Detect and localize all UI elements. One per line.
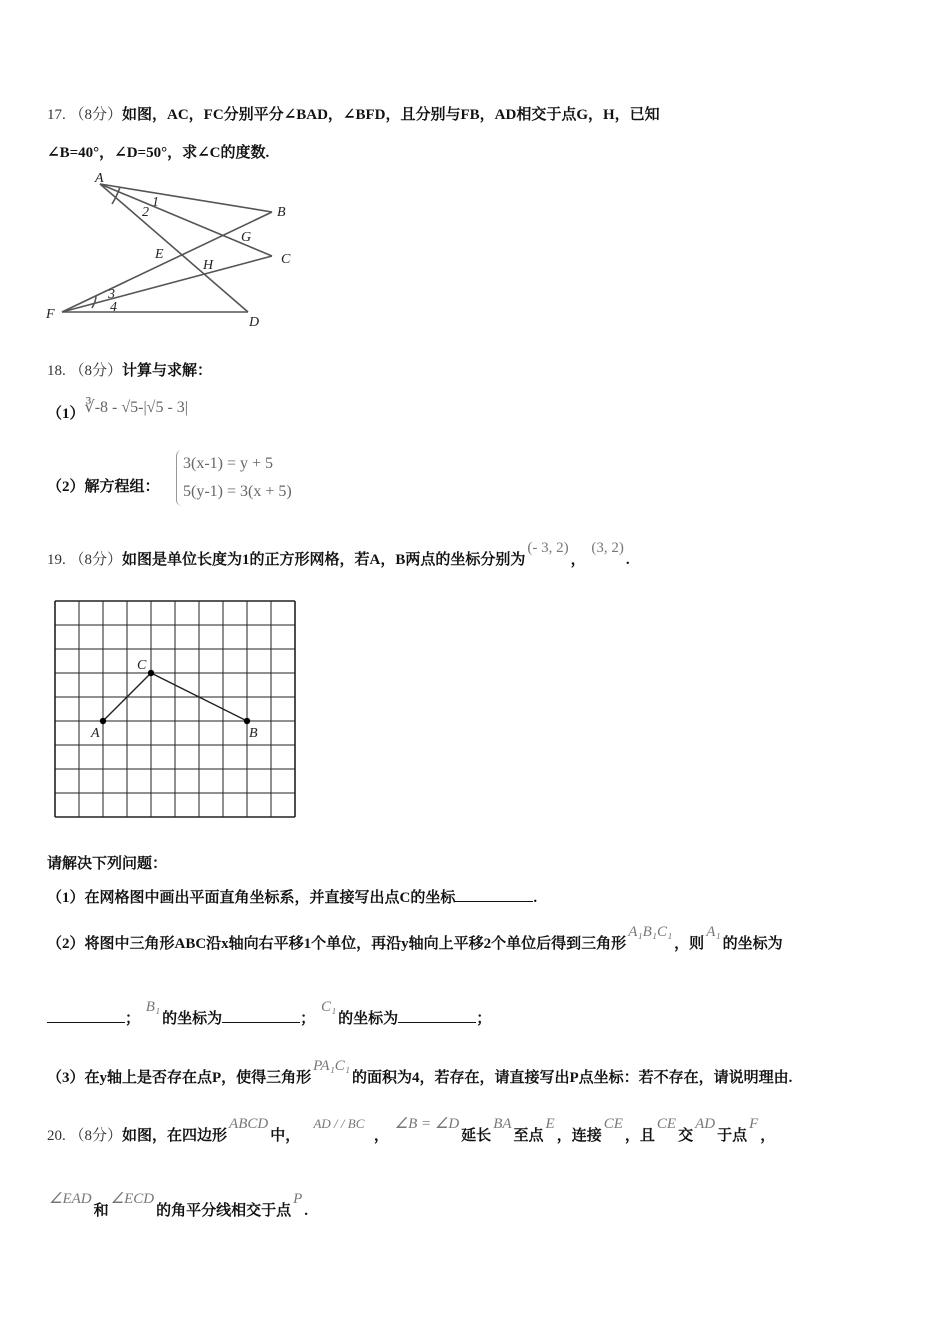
- q20-line1: [47, 1116, 776, 1145]
- q18-part2: [47, 475, 160, 496]
- q20-m6: CE: [603, 1116, 623, 1132]
- q20-m9: F: [749, 1116, 759, 1132]
- answer-blank-c1[interactable]: [398, 1008, 476, 1023]
- label-1: 1: [152, 195, 159, 210]
- q19-s3-triangle: PA₁C₁: [313, 1058, 350, 1074]
- q19-s2-b1-label: 的坐标为: [162, 1011, 223, 1027]
- q19-s1-text: （1）在网格图中画出平面直角坐标系，并直接写出点C的坐标: [47, 890, 456, 906]
- q20-t1: 如图，在四边形: [122, 1128, 228, 1144]
- q20-m4: BA: [493, 1116, 512, 1132]
- q19-sep: ，: [570, 552, 586, 568]
- q19-s2-a1: A₁: [706, 924, 721, 940]
- grid-label-c: C: [137, 658, 147, 673]
- q19-end: .: [625, 552, 630, 568]
- q20-score: （8分）: [69, 1128, 123, 1144]
- answer-blank-b1[interactable]: [222, 1008, 300, 1023]
- point-c: [148, 670, 154, 676]
- q19-s2-c1: C₁: [320, 999, 337, 1015]
- q19-s2-c1-label: 的坐标为: [338, 1011, 399, 1027]
- q19-s2-then: ，则: [674, 936, 705, 952]
- q19-s2-text: （2）将图中三角形ABC沿x轴向右平移1个单位，再沿y轴向上平移2个单位后得到三角形: [47, 936, 627, 952]
- q18-eq2: 5(y-1) = 3(x + 5): [183, 483, 292, 500]
- q19-text: 如图是单位长度为1的正方形网格，若A，B两点的坐标分别为: [122, 552, 526, 568]
- point-a: [100, 718, 106, 724]
- q20-number: 20.: [47, 1128, 66, 1144]
- q20-t3: ，: [373, 1128, 389, 1144]
- label-B: B: [277, 205, 286, 220]
- q19-sub3: [47, 1058, 793, 1087]
- q20-t10: ，: [760, 1128, 776, 1144]
- label-G: G: [241, 230, 252, 245]
- semicolon: ；: [300, 1011, 316, 1027]
- q17-number: 17.: [47, 107, 66, 123]
- q19-s1-end: .: [533, 890, 538, 906]
- q20-t6: ，连接: [556, 1128, 602, 1144]
- q19-sub2-blanks: [47, 999, 492, 1028]
- q18-eq1: 3(x-1) = y + 5: [183, 455, 274, 472]
- q17-score: （8分）: [69, 107, 123, 123]
- q18-title: 计算与求解：: [122, 363, 213, 379]
- q19-s2-b1: B₁: [145, 999, 161, 1015]
- q18-p1-expression: ∛-8 - √5-|√5 - 3|: [84, 399, 188, 416]
- q20-m8: AD: [695, 1116, 716, 1132]
- answer-blank-a1[interactable]: [47, 1008, 125, 1023]
- label-H: H: [203, 258, 214, 273]
- q19-sub2: [47, 924, 783, 953]
- point-b: [244, 718, 250, 724]
- q19-intro: 请解决下列问题：: [47, 856, 168, 872]
- q17-line2: ∠B=40°，∠D=50°，求∠C的度数.: [47, 145, 270, 161]
- q18-p1-label: （1）: [47, 406, 85, 422]
- q19-s3-text2: 的面积为4，若存在，请直接写出P点坐标：若不存在，请说明理由.: [352, 1070, 793, 1086]
- q20-line2: [47, 1191, 309, 1220]
- label-C: C: [281, 252, 291, 267]
- q20-m1: ABCD: [229, 1116, 269, 1132]
- label-D: D: [249, 315, 260, 330]
- q19-s2-triangle: A₁B₁C₁: [628, 924, 673, 940]
- q20-t8: 交: [678, 1128, 694, 1144]
- q20-m10: ∠EAD: [49, 1191, 92, 1207]
- q17-figure: [40, 168, 310, 330]
- q20-m3: ∠B = ∠D: [394, 1116, 460, 1132]
- q19-line1: [47, 540, 630, 569]
- q20-m11: ∠ECD: [110, 1191, 155, 1207]
- q19-number: 19.: [47, 552, 66, 568]
- q19-coord-b: (3, 2): [591, 540, 624, 556]
- q20-t13: .: [304, 1203, 309, 1219]
- q19-s3-text: （3）在y轴上是否存在点P，使得三角形: [47, 1070, 312, 1086]
- q20-t4: 延长: [461, 1128, 492, 1144]
- q20-m5: E: [545, 1116, 555, 1132]
- answer-blank-c[interactable]: [455, 887, 533, 902]
- q20-m12: P: [293, 1191, 303, 1207]
- q20-t5: 至点: [513, 1128, 544, 1144]
- semicolon: ；: [476, 1011, 492, 1027]
- q19-sub1: [47, 886, 537, 907]
- q20-t2: 中，: [270, 1128, 301, 1144]
- q18-score: （8分）: [69, 363, 123, 379]
- semicolon: ；: [125, 1011, 141, 1027]
- q19-s2-coord-label: 的坐标为: [722, 936, 783, 952]
- label-3: 3: [108, 287, 115, 302]
- q19-score: （8分）: [69, 552, 123, 568]
- q20-t11: 和: [93, 1203, 109, 1219]
- q18-number: 18.: [47, 363, 66, 379]
- q17-line1: [47, 103, 660, 124]
- q18-part1: [47, 399, 188, 423]
- q20-m2: AD / / BC: [313, 1116, 365, 1131]
- label-A: A: [95, 171, 104, 186]
- q19-grid: [50, 596, 300, 822]
- q18-p2-label: （2）解方程组：: [47, 479, 160, 495]
- q18-title-line: [47, 359, 212, 380]
- q20-m7: CE: [656, 1116, 677, 1132]
- label-F: F: [46, 307, 55, 322]
- label-2: 2: [142, 205, 149, 220]
- q17-text: 如图，AC，FC分别平分∠BAD，∠BFD，且分别与FB，AD相交于点G，H，已知: [122, 107, 660, 123]
- grid-label-b: B: [249, 726, 258, 741]
- q19-coord-a: (- 3, 2): [527, 540, 569, 556]
- label-4: 4: [110, 300, 117, 315]
- q18-equation-system: [176, 450, 292, 506]
- q20-t7: ，且: [624, 1128, 655, 1144]
- q20-t9: 于点: [717, 1128, 748, 1144]
- grid-label-a: A: [91, 726, 100, 741]
- q20-t12: 的角平分线相交于点: [156, 1203, 292, 1219]
- label-E: E: [155, 247, 164, 262]
